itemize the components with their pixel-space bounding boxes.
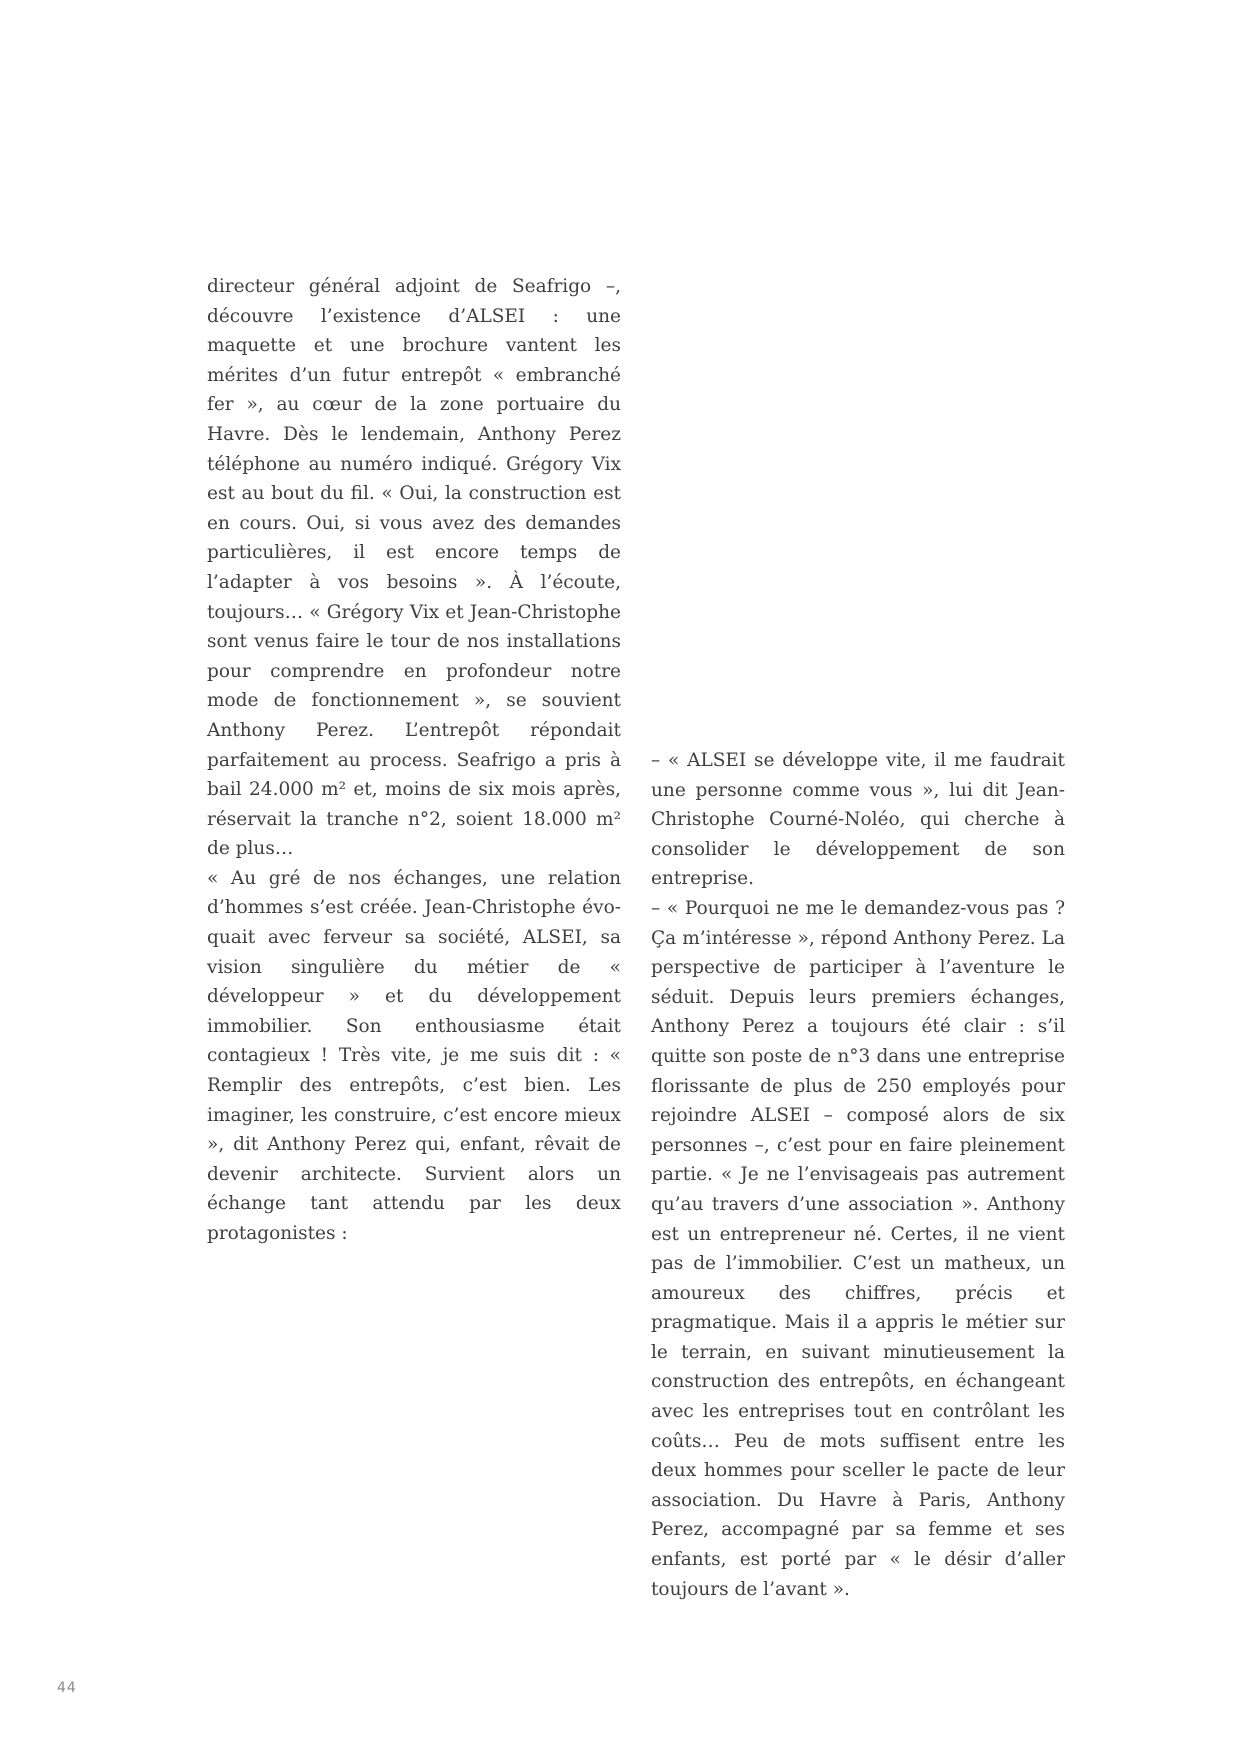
page-number: 44: [57, 1680, 77, 1696]
body-paragraph: – « Pourquoi ne me le demandez-vous pas ? Ça m’intéresse », répond Anthony Perez. La perspective de participer à l’aventure le séduit. Depuis leurs premiers échanges, Anthony Perez a toujours été clair : s’il quitte son poste de n°3 dans une entreprise florissante de plus de 250 employés pour rejoindre ALSEI – composé alors de six personnes –, c’est pour en faire pleinement partie. « Je ne l’envisageais pas autrement qu’au travers d’une association ». Anthony est un entrepreneur né. Certes, il ne vient pas de l’immobilier. C’est un matheux, un amoureux des chiffres, précis et pragmatique. Mais il a appris le métier sur le terrain, en suivant minutieusement la construction des entrepôts, en échangeant avec les entreprises tout en contrôlant les coûts… Peu de mots suffisent entre les deux hommes pour sceller le pacte de leur association. Du Havre à Paris, Anthony Perez, accompagné par sa femme et ses enfants, est porté par « le désir d’aller toujours de l’avant ».: [651, 897, 1065, 1600]
body-paragraph: directeur général adjoint de Seafrigo –, découvre l’existence d’ALSEI : une maquette et une brochure vantent les mérites d’un futur entrepôt « embranché fer », au cœur de la zone portuaire du Havre. Dès le lendemain, Anthony Perez téléphone au numéro indiqué. Grégory Vix est au bout du fil. « Oui, la construction est en cours. Oui, si vous avez des demandes particulières, il est encore temps de l’adapter à vos besoins ». À l’écoute, toujours… « Grégory Vix et Jean-Christophe sont venus faire le tour de nos installations pour comprendre en profondeur notre mode de fonctionnement », se souvient Anthony Perez. L’entrepôt répondait parfaitement au process. Seafrigo a pris à bail 24.000 m² et, moins de six mois après, réservait la tranche n°2, soient 18.000 m² de plus…: [207, 276, 621, 860]
body-paragraph: – « ALSEI se développe vite, il me faudrait une personne comme vous », lui dit Jean-Christophe Courné-Noléo, qui cherche à consolider le développement de son entreprise.: [651, 750, 1065, 890]
text-column-left: [207, 272, 621, 1249]
text-column-right: [651, 746, 1065, 1604]
body-paragraph: « Au gré de nos échanges, une relation d’hommes s’est créée. Jean-Christophe évoquait avec ferveur sa société, ALSEI, sa vision singulière du métier de « développeur » et du développement immobilier. Son enthousiasme était contagieux ! Très vite, je me suis dit : « Remplir des entrepôts, c’est bien. Les imaginer, les construire, c’est encore mieux », dit Anthony Perez qui, enfant, rêvait de devenir architecte. Survient alors un échange tant attendu par les deux protagonistes :: [207, 867, 621, 1244]
